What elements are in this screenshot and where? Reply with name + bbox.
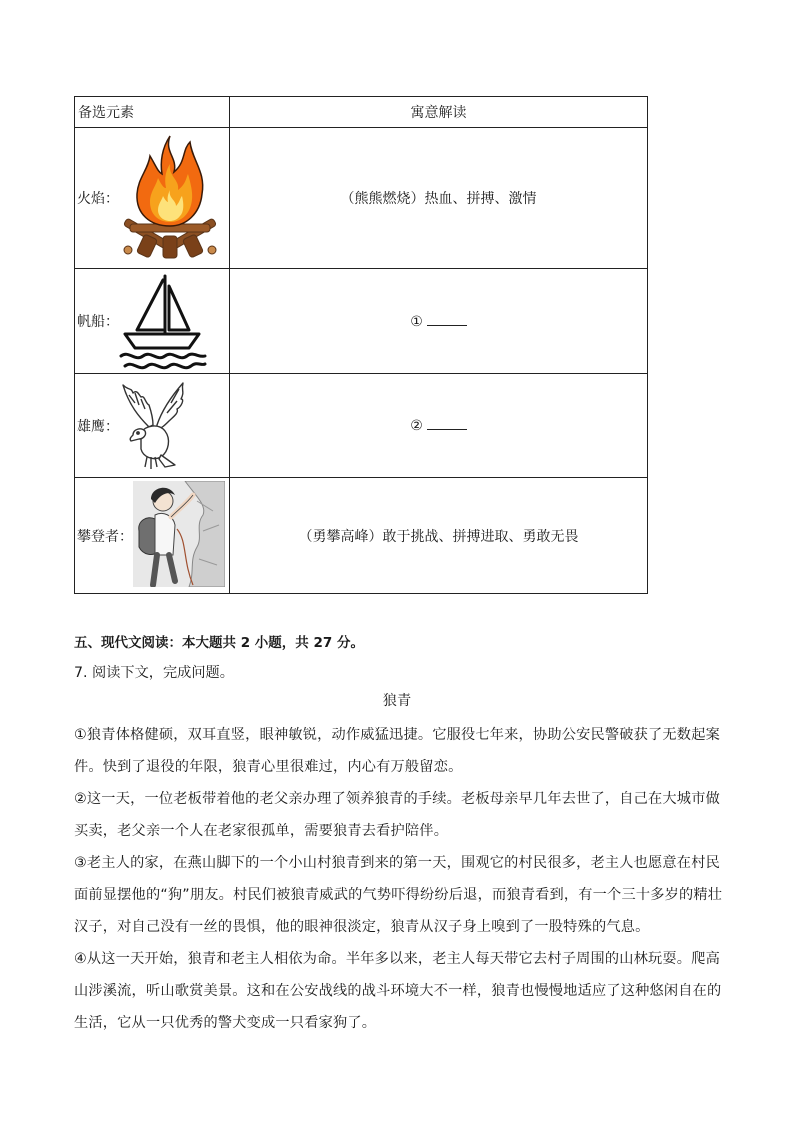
meaning-cell [230,374,648,478]
table-row [75,128,648,269]
element-cell [75,478,230,594]
table-row [75,478,648,594]
question-prompt: 7. 阅读下文，完成问题。 [74,665,234,681]
element-label: 雄鹰： [77,418,119,435]
climber-illustration [133,481,225,587]
meaning-cell: （熊熊燃烧）热血、拼搏、激情 [230,128,648,269]
header-meaning: 寓意解读 [230,97,648,128]
element-cell [75,128,230,269]
eagle-icon [119,377,189,471]
element-cell [75,269,230,374]
sailboat-icon [119,272,207,370]
element-label: 攀登者： [77,528,133,545]
table-header-row [75,97,648,128]
element-label: 火焰： [77,191,119,207]
elements-table [74,96,648,594]
element-cell [75,374,230,478]
article-paragraph: ④从这一天开始，狼青和老主人相依为命。半年多以来，老主人每天带它去村子周围的山林玩耍。爬高山涉溪流，听山歌赏美景。这和在公安战线的战斗环境大不一样，狼青也慢慢地适应了这种悠闲自在的生活，它从一只优秀的警犬变成一只看家狗了。 [74,951,722,1031]
article-paragraph: ①狼青体格健硕，双耳直竖，眼神敏锐，动作威猛迅捷。它服役七年来，协助公安民警破获了无数起案件。快到了退役的年限，狼青心里很难过，内心有万般留恋。 [74,727,720,775]
blank-marker: ① [410,313,423,330]
answer-blank[interactable] [427,313,467,326]
table-row [75,374,648,478]
meaning-cell: （勇攀高峰）敢于挑战、拼搏进取、勇敢无畏 [230,478,648,594]
header-element: 备选元素 [75,97,230,128]
table-row [75,269,648,374]
article-title: 狼青 [382,693,412,709]
element-label: 帆船： [77,314,119,330]
article-paragraph: ②这一天，一位老板带着他的老父亲办理了领养狼青的手续。老板母亲早几年去世了，自己在大城市做买卖，老父亲一个人在老家很孤单，需要狼青去看护陪伴。 [74,791,720,839]
meaning-cell [230,269,648,374]
campfire-icon [120,132,220,260]
article-paragraph: ③老主人的家，在燕山脚下的一个小山村狼青到来的第一天，围观它的村民很多，老主人也愿意在村民面前显摆他的“狗”朋友。村民们被狼青威武的气势吓得纷纷后退，而狼青看到，有一个三十多岁的精壮汉子，对自己没有一丝的畏惧，他的眼神很淡定，狼青从汉子身上嗅到了一股特殊的气息。 [74,855,723,935]
blank-marker: ② [410,418,423,434]
section-title: 五、现代文阅读：本大题共 2 小题，共 27 分。 [74,635,364,651]
answer-blank[interactable] [427,417,467,430]
